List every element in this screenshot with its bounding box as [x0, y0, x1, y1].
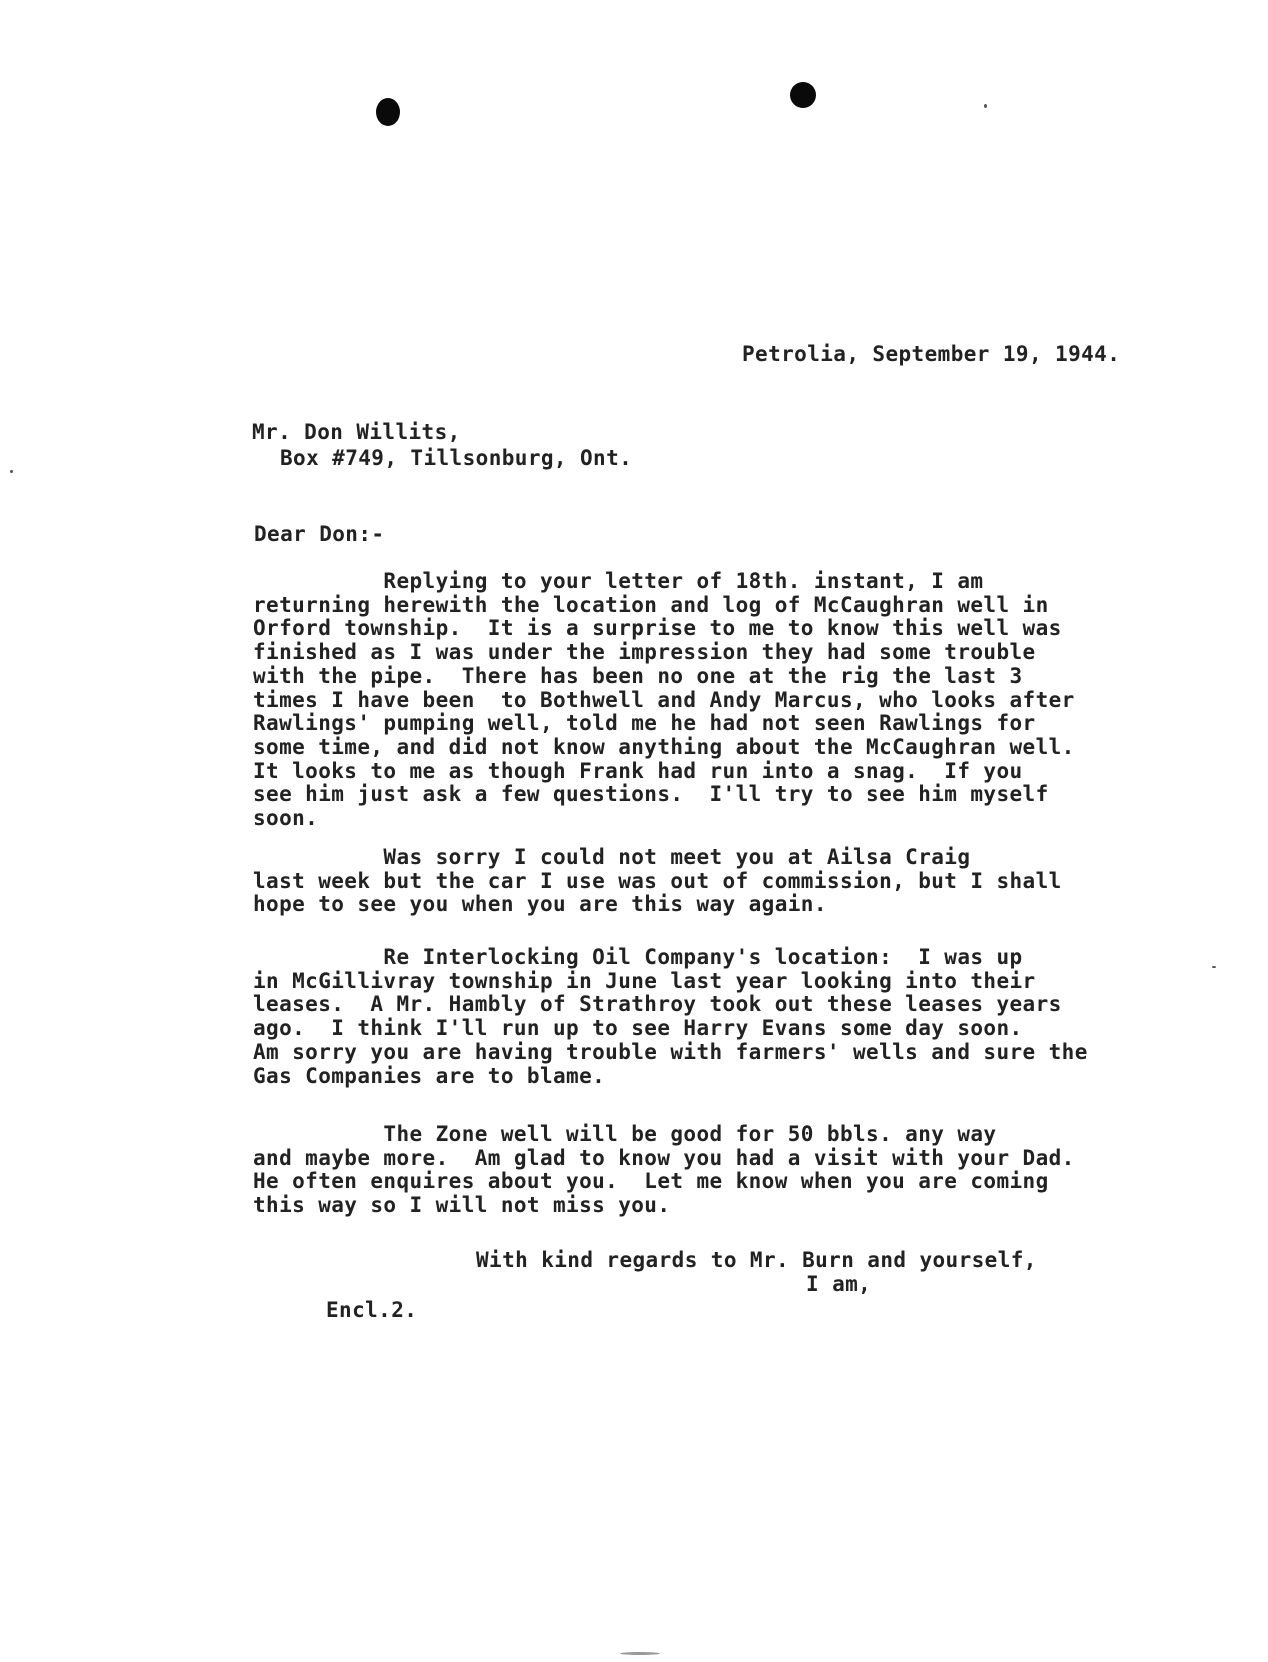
paragraph-body-1: Replying to your letter of 18th. instant, I am returning herewith the location and log of McCaughran well in Orford township. It is a surprise to me to know this well was finished as I was under the impression they had some trouble with the pipe. There has been no one at the rig the last 3 times I have been to Bothwell and Andy Marcus, who looks after Rawlings' pumping well, told me he had not seen Rawlings for some time, and did not know anything about the McCaughran well. It looks to me as though Frank had run into a snag. If you see him just ask a few questions. I'll try to see him myself soon. [253, 569, 1075, 831]
enclosure-note: Encl.2. [326, 1298, 418, 1322]
paragraph-body-3: Re Interlocking Oil Company's location: I was up in McGillivray township in June last year looking into their leases. A Mr. Hambly of Strathroy took out these leases years ago. I think I'll run up to see Harry Evans some day soon. Am sorry you are having trouble with farmers' wells and sure the Gas Companies are to blame. [253, 945, 1088, 1088]
recipient-name: Mr. Don Willits, [252, 420, 461, 444]
paper-speck [984, 104, 987, 108]
paper-speck [10, 470, 13, 473]
paper-speck [620, 1652, 660, 1655]
recipient-address: Box #749, Tillsonburg, Ont. [280, 446, 633, 470]
paper-speck [1212, 966, 1216, 968]
letter-date: Petrolia, September 19, 1944. [742, 342, 1121, 366]
paragraph-body-4: The Zone well will be good for 50 bbls. any way and maybe more. Am glad to know you had a visit with your Dad. He often enquires about you. Let me know when you are coming this way so I will not miss you. [253, 1122, 1075, 1218]
closing-regards: With kind regards to Mr. Burn and yourself, [476, 1248, 1037, 1272]
punch-hole-left [376, 98, 400, 126]
closing: I am, [806, 1272, 872, 1296]
punch-hole-right [790, 82, 816, 108]
paragraph-body-2: Was sorry I could not meet you at Ailsa Craig last week but the car I use was out of commission, but I shall hope to see you when you are this way again. [253, 845, 1062, 917]
salutation: Dear Don:- [254, 522, 385, 546]
